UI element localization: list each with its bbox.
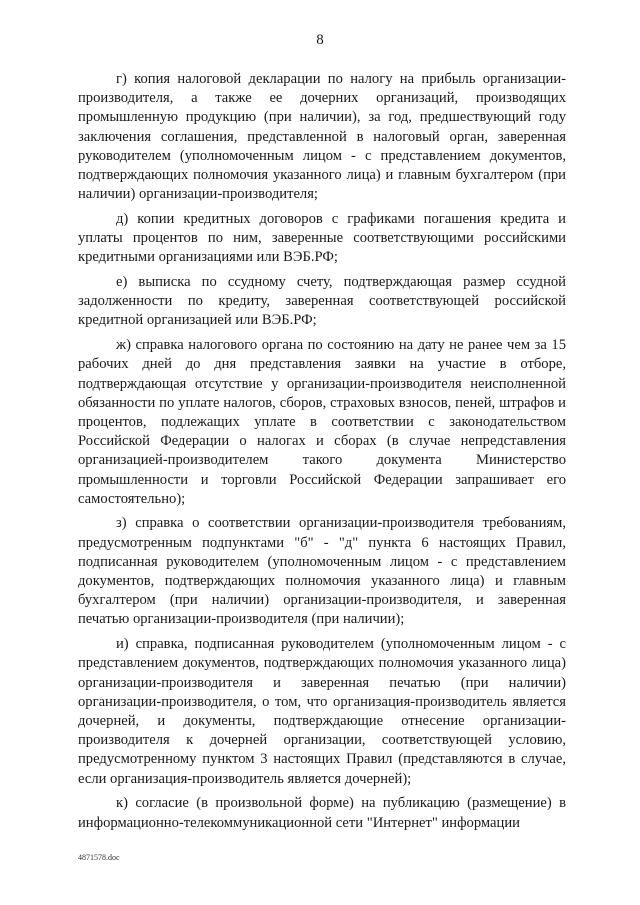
paragraph-d: д) копии кредитных договоров с графиками погашения кредита и уплаты процентов по ним, заверенные соответствующими российскими кредитными организациями или ВЭБ.РФ; (78, 210, 566, 266)
paragraph-g: г) копия налоговой декларации по налогу на прибыль организации-производителя, а также ее дочерних организаций, производящих промышленную продукцию (при наличии), за год, предшествующий году заключения соглашения, представленной в налоговый орган, заверенная руководителем (уполномоченным лицом - с представлением документов, подтверждающих полномочия указанного лица) и главным бухгалтером (при наличии) организации-производителя; (78, 71, 566, 203)
page-number: 8 (316, 32, 324, 48)
paragraph-e: е) выписка по ссудному счету, подтверждающая размер ссудной задолженности по кредиту, заверенная соответствующей российской кредитной организацией или ВЭБ.РФ; (78, 274, 566, 329)
paragraph-i: и) справка, подписанная руководителем (уполномоченным лицом - с представлением документов, подтверждающих полномочия указанного лица) организации-производителя и заверенная печатью (при наличии) организации-производителя, о том, что организация-производитель является дочерней, и документы, подтверждающие отнесение организации-производителя к дочерней организации, соответствующей условию, предусмотренному пунктом 3 настоящих Правил (представляются в случае, если организация-производитель является дочерней); (78, 636, 566, 787)
document-body (78, 70, 566, 838)
paragraph-k: к) согласие (в произвольной форме) на публикацию (размещение) в информационно-телекоммуникационной сети "Интернет" информации (78, 795, 566, 831)
paragraph-zh: ж) справка налогового органа по состоянию на дату не ранее чем за 15 рабочих дней до дня представления заявки на участие в отборе, подтверждающая отсутствие у организации-производителя неисполненной обязанности по уплате налогов, сборов, страховых взносов, пеней, штрафов и процентов, подлежащих уплате в соответствии с законодательством Российской Федерации о налогах и сборах (в случае непредставления организацией-производителем такого документа Министерство промышленности и торговли Российской Федерации запрашивает его самостоятельно); (78, 337, 566, 507)
paragraph-z: з) справка о соответствии организации-производителя требованиям, предусмотренным подпунктами "б" - "д" пункта 6 настоящих Правил, подписанная руководителем (уполномоченным лицом - с представлением документов, подтверждающих полномочия указанного лица) и главным бухгалтером (при наличии) организации-производителя, и заверенная печатью организации-производителя (при наличии); (78, 515, 566, 628)
file-name-footer: 4871578.doc (78, 853, 120, 862)
